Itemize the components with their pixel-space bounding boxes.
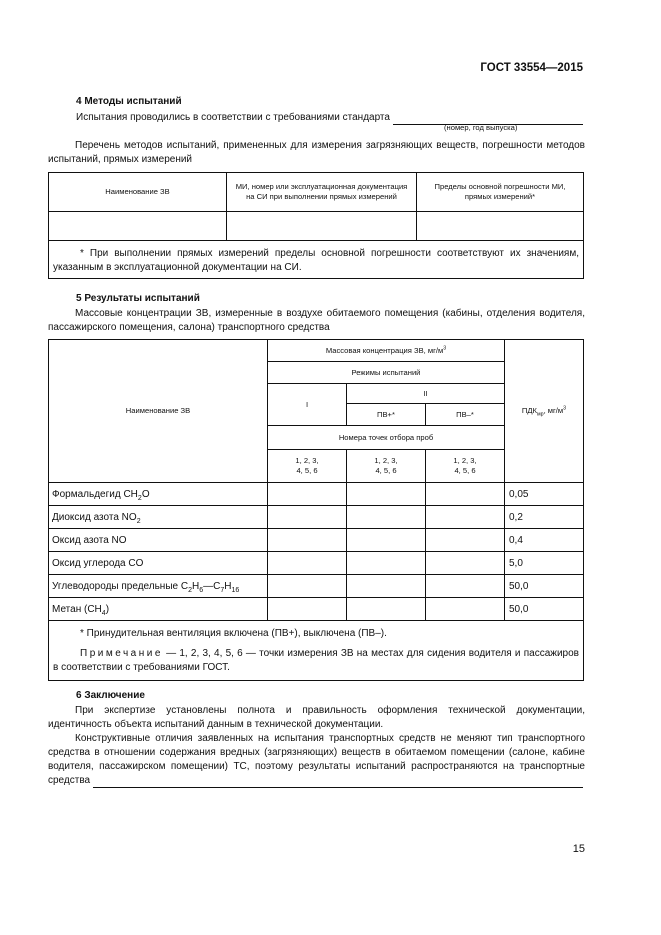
mode-2-header: II (347, 384, 505, 404)
table-row (49, 529, 584, 552)
methods-col-name: Наименование ЗВ (49, 173, 227, 212)
pollutant-name: Диоксид азота $NO_2$ (49, 506, 268, 529)
pdk-value: 0,2 (505, 506, 584, 529)
section-6-title: 6 Заключение (76, 690, 145, 701)
table-row (49, 575, 584, 598)
pv-plus-header: ПВ+* (347, 404, 426, 426)
points-cell: 1, 2, 3, 4, 5, 6 (426, 450, 505, 483)
section-5-title: 5 Результаты испытаний (76, 293, 200, 304)
pollutant-name: Углеводороды предельные $C_2H_6—C_7H_{16}$ (49, 575, 268, 598)
methods-col-error: Пределы основной погрешности МИ, прямых измерений* (417, 173, 584, 212)
document-code: ГОСТ 33554—2015 (480, 62, 583, 74)
table-row (49, 552, 584, 575)
methods-cell (49, 212, 227, 241)
results-col-name: Наименование ЗВ (49, 340, 268, 483)
pv-minus-header: ПВ–* (426, 404, 505, 426)
test-modes-header: Режимы испытаний (268, 362, 505, 384)
s4-standard-text: Испытания проводились в соответствии с требованиями стандарта (76, 112, 390, 123)
pdk-value: 0,05 (505, 483, 584, 506)
section-4-title: 4 Методы испытаний (76, 96, 182, 107)
methods-col-doc: МИ, номер или эксплуатационная документация на СИ при выполнении прямых измерений (227, 173, 417, 212)
conclusion-blank-line (93, 776, 583, 788)
s6-paragraph-1: При экспертизе установлены полнота и правильность оформления технической документации, идентичность объекта испытаний данным в технической документации. (48, 705, 585, 730)
table-row (49, 598, 584, 621)
table-row (49, 506, 584, 529)
pollutant-name: Оксид азота NO (49, 529, 268, 552)
sampling-points-header: Номера точек отбора проб (268, 426, 505, 450)
pdk-header: $ПДК_{мр}$, $мг/м^3$ (505, 340, 584, 483)
mass-concentration-header: Массовая концентрация ЗВ, $мг/м^3$ (268, 340, 505, 362)
mode-1-header: I (268, 384, 347, 426)
methods-table (48, 172, 584, 279)
pdk-value: 50,0 (505, 575, 584, 598)
s5-paragraph: Массовые концентрации ЗВ, измеренные в воздухе обитаемого помещения (кабины, отделения водителя, пассажирского помещения, салона) транспортного средства (48, 308, 585, 333)
table-row (49, 483, 584, 506)
pollutant-name: Оксид углерода CO (49, 552, 268, 575)
methods-footnote: * При выполнении прямых измерений пределы основной погрешности соответствуют их значениям, указанным в эксплуатационной документации на СИ. (49, 241, 584, 279)
results-table (48, 339, 584, 681)
methods-cell (227, 212, 417, 241)
ventilation-footnote: * Принудительная вентиляция включена (ПВ+), выключена (ПВ–). (80, 628, 387, 639)
pdk-value: 0,4 (505, 529, 584, 552)
s4-caption: (номер, год выпуска) (444, 123, 518, 132)
s4-paragraph: Перечень методов испытаний, примененных для измерения загрязняющих веществ, погрешности методов испытаний, прямых измерений (48, 140, 585, 165)
pollutant-name: Метан $(CH_4)$ (49, 598, 268, 621)
points-cell: 1, 2, 3, 4, 5, 6 (268, 450, 347, 483)
pdk-value: 5,0 (505, 552, 584, 575)
results-notes (49, 621, 584, 681)
s6-paragraph-2: Конструктивные отличия заявленных на испытания транспортных средств не меняют тип транспортного средства в отношении содержания вредных (загрязняющих) веществ в обитаемом помещении (салоне, кабине водителя, пассажирском помещении) ТС, поэтому результаты испытаний распространяются на транспортные средства (48, 733, 585, 786)
points-cell: 1, 2, 3, 4, 5, 6 (347, 450, 426, 483)
methods-cell (417, 212, 584, 241)
page-number: 15 (572, 843, 585, 855)
pdk-value: 50,0 (505, 598, 584, 621)
pollutant-name: Формальдегид $CH_2O$ (49, 483, 268, 506)
results-note: Примечание — 1, 2, 3, 4, 5, 6 — точки измерения ЗВ на местах для сидения водителя и пассажиров в соответствии с требованиями ГОСТ. (53, 648, 579, 673)
